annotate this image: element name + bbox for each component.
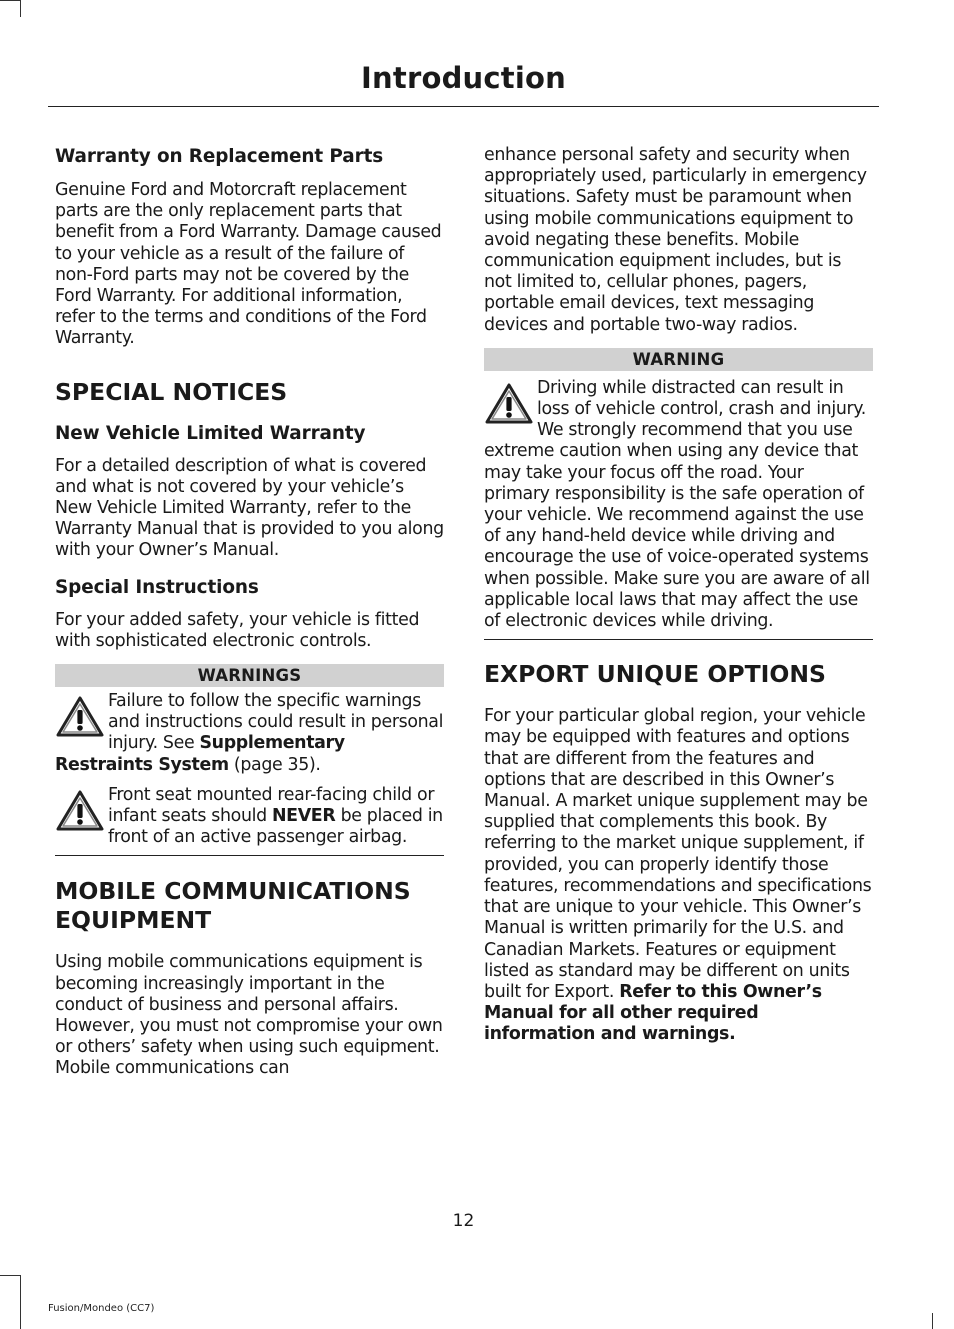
section-divider [484,639,873,640]
warranty-heading: Warranty on Replacement Parts [55,146,384,167]
emphasis-never: NEVER [271,806,336,827]
left-column [55,145,444,1080]
reference-link[interactable]: Supplementary Restraints System [55,733,345,775]
export-heading: EXPORT UNIQUE OPTIONS [484,660,826,689]
warning-text: Failure to follow the specific warnings and instructions could result in personal injury. See Supplementary Restraints System (page 35). [55,691,444,775]
crop-mark [0,1275,20,1276]
export-paragraph: For your particular global region, your vehicle may be equipped with features and options that are different from the features and options that are described in this Owner’s Manual. A market unique supplement may be supplied that complements this book. By referring to the market unique supplement, if provided, you can properly identify those features, recommendations and specifications that are unique to your vehicle. This Owner’s Manual is written primarily for the U.S. and Canadian Markets. Features or equipment listed as standard may be different on units built for Export. Refer to this Owner’s Manual for all other required information and warnings. [484,706,872,1045]
right-column [484,145,873,1046]
special-notices-heading: SPECIAL NOTICES [55,377,288,406]
mobile-paragraph: Using mobile communications equipment is becoming increasingly important in the conduct of business and personal affairs. However, you must not compromise your own or others’ safety when using such equipment. Mobile communications can [55,952,443,1079]
footer-model-label: Fusion/Mondeo (CC7) [48,1303,155,1314]
mobile-continued-paragraph: enhance personal safety and security when appropriately used, particularly in emergency situations. Safety must be paramount when using mobile communications equipment to avoid negating these benefits. Mobile communication equipment includes, but is not limited to, cellular phones, pagers, portable email devices, text messaging devices and portable two-way radios. [484,145,867,335]
warning-bar: WARNING [484,348,873,371]
warning-text: Front seat mounted rear-facing child or infant seats should NEVER be placed in front of an active passenger airbag. [108,784,443,848]
special-instructions-heading: Special Instructions [55,576,259,598]
warning-item [55,691,444,776]
warranty-paragraph: Genuine Ford and Motorcraft replacement parts are the only replacement parts that benefit from a Ford Warranty. Damage caused to your vehicle as a result of the failure of non-Ford parts may not be covered by the Ford Warranty. For additional information, refer to the terms and conditions of the Ford Warranty. [55,180,442,349]
warning-item [484,378,873,632]
nvlw-heading: New Vehicle Limited Warranty [55,422,366,444]
mobile-heading: MOBILE COMMUNICATIONS EQUIPMENT [55,877,411,935]
warning-triangle-icon [55,789,105,833]
warnings-bar: WARNINGS [55,664,444,687]
crop-mark [20,0,21,17]
warning-item [55,785,444,849]
warning-text: Driving while distracted can result in loss of vehicle control, crash and injury. We strongly recommend that you use extreme caution when using any device that may take your focus off the road. Your primary responsibility is the safe operation of your vehicle. We recommend against the use of any hand-held device while driving and encourage the use of voice-operated systems when possible. Make sure you are aware of all applicable local laws that may affect the use of electronic devices while driving. [484,377,870,632]
page-header [48,58,879,107]
crop-mark [932,1313,933,1329]
section-divider [55,855,444,856]
page-title: Introduction [361,61,566,95]
page-number: 12 [452,1211,475,1231]
crop-mark [20,1275,21,1329]
crop-mark [0,0,20,1]
special-instructions-paragraph: For your added safety, your vehicle is fitted with sophisticated electronic controls. [55,609,420,651]
warning-triangle-icon [55,695,105,739]
nvlw-paragraph: For a detailed description of what is covered and what is not covered by your vehicle’s New Vehicle Limited Warranty, refer to the Warranty Manual that is provided to you along with your Owner’s Manual. [55,455,444,561]
export-emphasis: Refer to this Owner’s Manual for all other required information and warnings. [484,981,822,1045]
warning-triangle-icon [484,382,534,426]
